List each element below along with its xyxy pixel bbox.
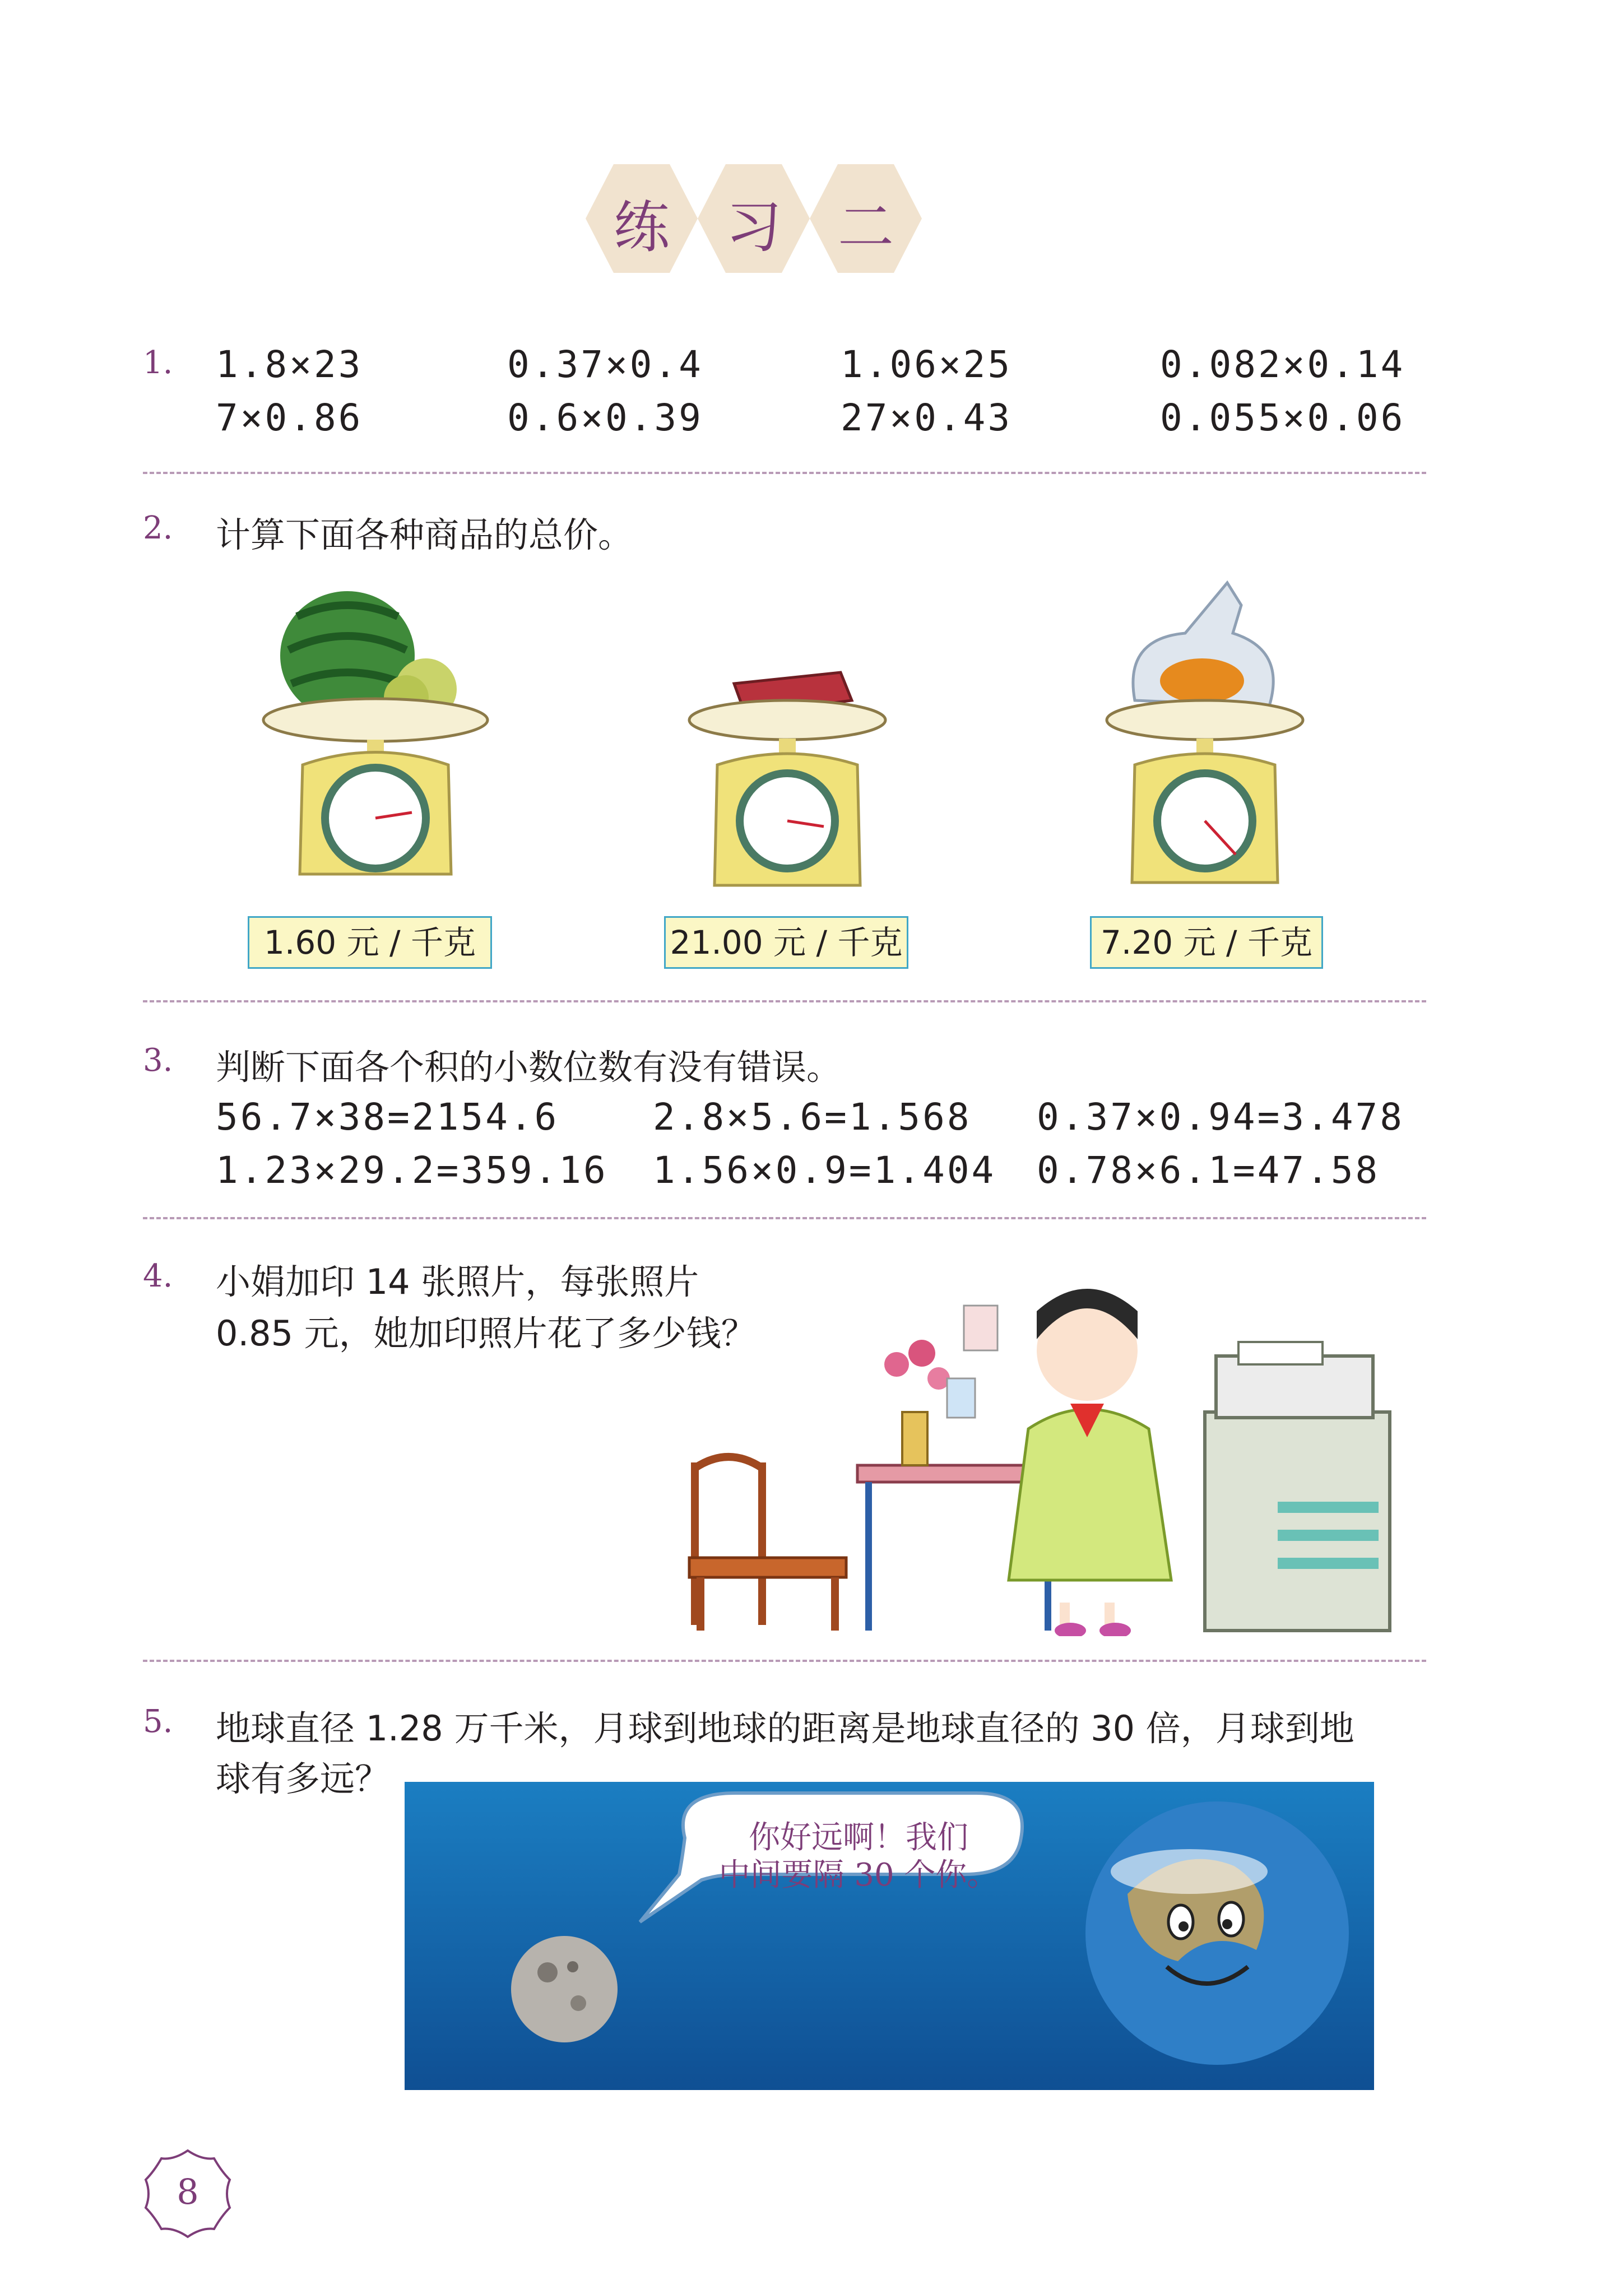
- title-char: 习: [726, 194, 782, 260]
- calc-expression: 1.23×29.2=359.16: [216, 1149, 608, 1192]
- meat-scale-icon: [684, 639, 891, 897]
- calc-expression: 56.7×38=2154.6: [216, 1095, 559, 1139]
- calc-expression: 1.8×23: [216, 343, 363, 386]
- watermelon-scale-icon: [258, 572, 493, 891]
- speech-bubble-line: 你好远啊！我们: [749, 1819, 968, 1856]
- question-number: 4.: [143, 1258, 173, 1294]
- question-number: 5.: [143, 1703, 173, 1740]
- calc-expression: 7×0.86: [216, 396, 363, 439]
- page-number: 8: [177, 2171, 199, 2212]
- question-number: 3.: [143, 1042, 173, 1079]
- calc-expression: 0.6×0.39: [507, 396, 703, 439]
- girl-printing-photos-illustration: [684, 1244, 1435, 1636]
- price-tag: 21.00 元 / 千克: [664, 916, 908, 969]
- calc-expression: 2.8×5.6=1.568: [653, 1095, 972, 1139]
- question-number: 2.: [143, 510, 173, 546]
- calc-expression: 0.37×0.4: [507, 343, 703, 386]
- speech-bubble-line: 中间要隔 30 个你。: [718, 1857, 999, 1893]
- title-char: 练: [614, 194, 670, 260]
- calc-expression: 0.055×0.06: [1160, 396, 1405, 439]
- question-number: 1.: [143, 345, 173, 381]
- price-tag: 7.20 元 / 千克: [1090, 916, 1323, 969]
- question-text: 球有多远？: [216, 1758, 390, 1799]
- question-text: 0.85 元，她加印照片花了多少钱？: [216, 1313, 756, 1354]
- question-text: 判断下面各个积的小数位数有没有错误。: [216, 1047, 842, 1088]
- oranges-bag-scale-icon: [1101, 572, 1309, 897]
- calc-expression: 0.082×0.14: [1160, 343, 1405, 386]
- calc-expression: 0.78×6.1=47.58: [1037, 1149, 1380, 1192]
- section-divider: [143, 472, 1426, 474]
- space-illustration: [405, 1782, 1374, 2090]
- section-divider: [143, 1660, 1426, 1662]
- section-divider: [143, 1217, 1426, 1219]
- price-tag: 1.60 元 / 千克: [248, 916, 492, 969]
- calc-expression: 1.06×25: [841, 343, 1013, 386]
- calc-expression: 1.56×0.9=1.404: [653, 1149, 996, 1192]
- question-text: 小娟加印 14 张照片，每张照片: [216, 1261, 699, 1302]
- question-text: 计算下面各种商品的总价。: [216, 514, 633, 555]
- section-divider: [143, 1000, 1426, 1002]
- title-char: 二: [838, 194, 894, 260]
- calc-expression: 27×0.43: [841, 396, 1013, 439]
- calc-expression: 0.37×0.94=3.478: [1037, 1095, 1405, 1139]
- question-text: 地球直径 1.28 万千米，月球到地球的距离是地球直径的 30 倍，月球到地: [216, 1708, 1354, 1749]
